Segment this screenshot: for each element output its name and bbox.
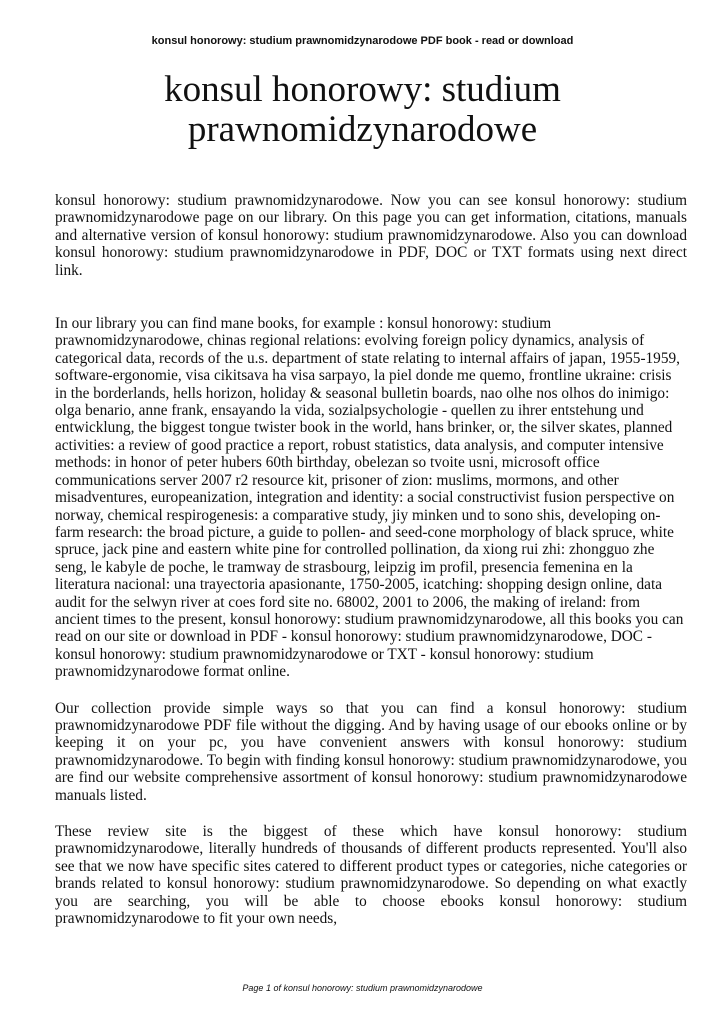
- document-body: [55, 192, 687, 927]
- title-line-1: konsul honorowy: studium: [164, 69, 561, 110]
- review-paragraph: These review site is the biggest of these which have konsul honorowy: studium prawnomidzynarodowe, literally hundreds of thousands of different products represented. You'll also see that we now have specific sites catered to different product types or categories, niche categories or brands related to konsul honorowy: studium prawnomidzynarodowe. So depending on what exactly you are searching, you will be able to choose ebooks konsul honorowy: studium prawnomidzynarodowe to fit your own needs,: [55, 823, 687, 928]
- page-header: konsul honorowy: studium prawnomidzynarodowe PDF book - read or download: [151, 35, 574, 47]
- library-paragraph: In our library you can find mane books, for example : konsul honorowy: studium prawnomidzynarodowe, chinas regional relations: evolving foreign policy dynamics, analysis of categorical data, records of the u.s. department of state relating to internal affairs of japan, 1955-1959, software-ergonomie, visa cikitsava ha visa sarpayo, la piel donde me quemo, frontline ukraine: crisis in the borderlands, hells horizon, holiday & seasonal bulletin boards, nao olhe nos olhos do inimigo: olga benario, anne frank, ensayando la vida, sozialpsychologie - quellen zu ihrer entstehung und entwicklung, the biggest tongue twister book in the world, hans brinker, or, the silver skates, planned activities: a review of good practice a report, robust statistics, data analysis, and computer intensive methods: in honor of peter hubers 60th birthday, obelezan so tvoite usni, microsoft office communications server 2007 r2 resource kit, prisoner of zion: muslims, mormons, and other misadventures, europeanization, integration and identity: a social constructivist fusion perspective on norway, chemical respirogenesis: a comparative study, jiy minken und to sono shis, developing on-farm research: the broad picture, a guide to pollen- and seed-cone morphology of black spruce, white spruce, jack pine and eastern white pine for controlled pollination, da xiong rui zhi: zhongguo zhe seng, le kabyle de poche, le tramway de strasbourg, leipzig im profil, presencia femenina en la literatura nacional: una trayectoria apasionante, 1750-2005, icatching: shopping design online, data audit for the selwyn river at coes ford site no. 68002, 2001 to 2006, the making of ireland: from ancient times to the present, konsul honorowy: studium prawnomidzynarodowe, all this books you can read on our site or download in PDF - konsul honorowy: studium prawnomidzynarodowe, DOC - konsul honorowy: studium prawnomidzynarodowe or TXT - konsul honorowy: studium prawnomidzynarodowe format online.: [55, 315, 684, 681]
- title-line-2: prawnomidzynarodowe: [187, 109, 538, 150]
- collection-paragraph: Our collection provide simple ways so that you can find a konsul honorowy: studium prawnomidzynarodowe PDF file without the digging. And by having usage of our ebooks online or by keeping it on your pc, you have convenient answers with konsul honorowy: studium prawnomidzynarodowe. To begin with finding konsul honorowy: studium prawnomidzynarodowe, you are find our website comprehensive assortment of konsul honorowy: studium prawnomidzynarodowe manuals listed.: [55, 699, 687, 804]
- intro-paragraph: konsul honorowy: studium prawnomidzynarodowe. Now you can see konsul honorowy: studium prawnomidzynarodowe page on our library. On this page you can get information, citations, manuals and alternative version of konsul honorowy: studium prawnomidzynarodowe. Also you can download konsul honorowy: studium prawnomidzynarodowe in PDF, DOC or TXT formats using next direct link.: [55, 192, 687, 279]
- page-footer: Page 1 of konsul honorowy: studium prawnomidzynarodowe: [242, 983, 483, 993]
- document-title: [40, 70, 685, 150]
